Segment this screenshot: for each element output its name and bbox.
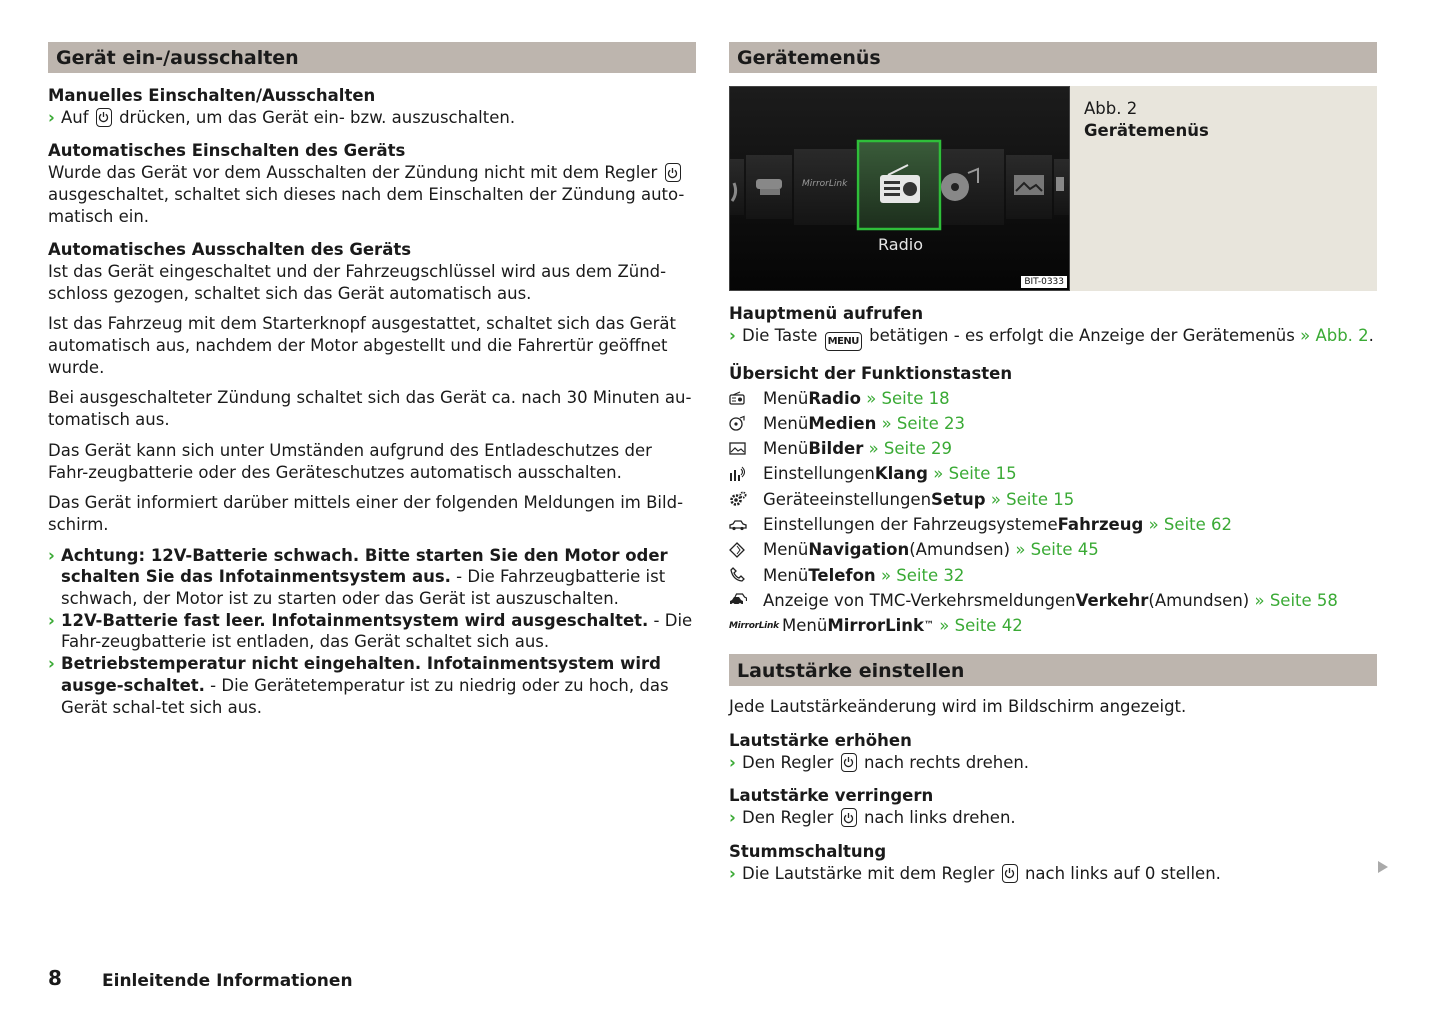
function-key-item: Menü Navigation (Amundsen) » Seite 45 — [729, 537, 1377, 562]
infotainment-screen-image — [729, 86, 1070, 291]
volume-up-step: › Den Regler nach rechts drehen. — [729, 752, 1030, 772]
phone-icon — [729, 567, 763, 583]
auto-off-paragraph-1: Ist das Gerät eingeschaltet und der Fahrzeugschlüssel wird aus dem Zünd-schloss gezogen, schaltet sich das Gerät automatisch aus. — [48, 261, 667, 303]
figure-caption — [1070, 86, 1377, 291]
page-link[interactable]: » Seite 29 — [868, 439, 953, 459]
auto-on-title: Automatisches Einschalten des Geräts — [48, 141, 406, 161]
car-icon — [729, 519, 763, 531]
figure-code: BIT-0333 — [1021, 276, 1067, 288]
auto-off-paragraph-2: Ist das Fahrzeug mit dem Starterknopf ausgestattet, schaltet sich das Gerät automatisch aus, nachdem der Motor abgestellt und die Fahrertür geöffnet wurde. — [48, 314, 676, 377]
figure-caption-label: Abb. 2 — [1084, 99, 1138, 118]
radio-icon — [729, 391, 763, 405]
power-knob-icon — [841, 753, 857, 772]
manual-title: Manuelles Einschalten/Ausschalten — [48, 86, 376, 105]
function-key-item: Menü Telefon » Seite 32 — [729, 562, 1377, 587]
figure-link[interactable]: » Abb. 2 — [1300, 325, 1369, 345]
page-link[interactable]: » Seite 15 — [933, 464, 1017, 484]
function-key-item: Einstellungen der Fahrzeugsysteme Fahrzeug » Seite 62 — [729, 512, 1377, 537]
power-knob-icon — [96, 108, 112, 127]
sound-icon — [729, 466, 763, 482]
section-heading-power: Gerät ein-/ausschalten — [48, 42, 696, 73]
auto-off-paragraph-3: Bei ausgeschalteter Zündung schaltet sich das Gerät ca. nach 30 Minuten au-tomatisch aus. — [48, 388, 692, 430]
left-column — [48, 42, 696, 718]
page-link[interactable]: » Seite 32 — [880, 565, 965, 585]
page-link[interactable]: » Seite 45 — [1015, 540, 1099, 560]
mute-step: › Die Lautstärke mit dem Regler nach links auf 0 stellen. — [729, 863, 1221, 883]
bullet-arrow-icon: › — [729, 863, 736, 883]
bullet-arrow-icon: › — [48, 545, 55, 565]
continue-arrow-icon — [1378, 861, 1388, 873]
bullet-arrow-icon: › — [48, 654, 55, 674]
function-key-item: Einstellungen Klang » Seite 15 — [729, 461, 1377, 486]
bullet-arrow-icon: › — [729, 752, 736, 772]
screen-tile-mirrorlink: MirrorLink — [802, 179, 848, 189]
power-knob-icon — [841, 808, 857, 827]
chapter-title: Einleitende Informationen — [102, 971, 353, 991]
figure-caption-title: Gerätemenüs — [1084, 120, 1209, 140]
function-key-item: Menü Bilder » Seite 29 — [729, 436, 1377, 461]
message-item: › Achtung: 12V-Batterie schwach. Bitte starten Sie den Motor oder schalten Sie das Infotainmentsystem aus. - Die Fahrzeugbatterie ist schwach, der Motor ist zu starten oder das Gerät ist auszuschalten. — [48, 545, 668, 609]
volume-down-step: › Den Regler nach links drehen. — [729, 808, 1016, 828]
page-link[interactable]: » Seite 58 — [1254, 590, 1338, 610]
menu-key-icon: MENU — [825, 332, 862, 351]
auto-off-paragraph-5: Das Gerät informiert darüber mittels einer der folgenden Meldungen im Bild-schirm. — [48, 493, 684, 534]
volume-intro: Jede Lautstärkeänderung wird im Bildschirm angezeigt. — [729, 697, 1187, 717]
mirrorlink-icon: MirrorLink — [729, 620, 779, 631]
media-icon — [729, 415, 763, 431]
traffic-icon — [729, 593, 763, 607]
auto-off-paragraph-4: Das Gerät kann sich unter Umständen aufgrund des Entladeschutzes der Fahr-zeugbatterie oder des Geräteschutzes automatisch ausschalten. — [48, 440, 652, 482]
bullet-arrow-icon: › — [48, 610, 55, 630]
figure-device-menus — [729, 86, 1377, 291]
message-item: › 12V-Batterie fast leer. Infotainmentsystem wird ausgeschaltet. - Die Fahr-zeugbatterie ist entladen, das Gerät schaltet sich aus. — [48, 610, 693, 652]
manual-step: › Auf drücken, um das Gerät ein- bzw. auszuschalten. — [48, 107, 516, 127]
page-link[interactable]: » Seite 42 — [939, 616, 1023, 636]
power-knob-icon — [1002, 864, 1018, 883]
function-key-item: Menü Medien » Seite 23 — [729, 411, 1377, 436]
function-key-item: Menü Radio » Seite 18 — [729, 385, 1377, 410]
volume-down-title: Lautstärke verringern — [729, 786, 934, 806]
function-key-list — [729, 385, 1377, 638]
message-item: › Betriebstemperatur nicht eingehalten. Infotainmentsystem wird ausge-schaltet. - Die Gerätetemperatur ist zu niedrig oder zu hoch, das Gerät schal-tet sich aus. — [48, 654, 669, 717]
mute-title: Stummschaltung — [729, 841, 887, 861]
pictures-icon — [729, 442, 763, 455]
function-key-item: MirrorLink Menü MirrorLink ™ » Seite 42 — [729, 616, 1023, 636]
section-heading-menus: Gerätemenüs — [729, 42, 1377, 73]
page-number: 8 — [48, 966, 62, 990]
bullet-arrow-icon: › — [48, 107, 55, 127]
setup-icon — [729, 491, 763, 507]
screen-label-radio: Radio — [878, 235, 923, 254]
section-heading-volume: Lautstärke einstellen — [729, 654, 1377, 686]
auto-on-text: Wurde das Gerät vor dem Ausschalten der Zündung nicht mit dem Regler ausgeschaltet, schaltet sich dieses nach dem Einschalten der Zündung auto- matisch ein. — [48, 163, 685, 226]
power-knob-icon — [665, 163, 681, 182]
main-menu-step: › Die Taste MENU betätigen - es erfolgt die Anzeige der Gerätemenüs » Abb. 2. — [729, 325, 1377, 351]
bullet-arrow-icon: › — [729, 325, 736, 345]
main-menu-title: Hauptmenü aufrufen — [729, 304, 924, 323]
bullet-arrow-icon: › — [729, 808, 736, 828]
auto-off-title: Automatisches Ausschalten des Geräts — [48, 240, 412, 260]
function-key-item: Geräteeinstellungen Setup » Seite 15 — [729, 487, 1377, 512]
navigation-icon — [729, 542, 763, 558]
overview-title: Übersicht der Funktionstasten — [729, 363, 1013, 383]
volume-up-title: Lautstärke erhöhen — [729, 731, 912, 751]
page-link[interactable]: » Seite 62 — [1148, 515, 1232, 535]
right-column — [729, 42, 1377, 884]
page-link[interactable]: » Seite 23 — [881, 413, 965, 433]
function-key-item: Anzeige von TMC-Verkehrsmeldungen Verkehr (Amundsen) » Seite 58 — [729, 588, 1377, 613]
page-link[interactable]: » Seite 18 — [866, 388, 950, 408]
page-link[interactable]: » Seite 15 — [990, 489, 1075, 509]
